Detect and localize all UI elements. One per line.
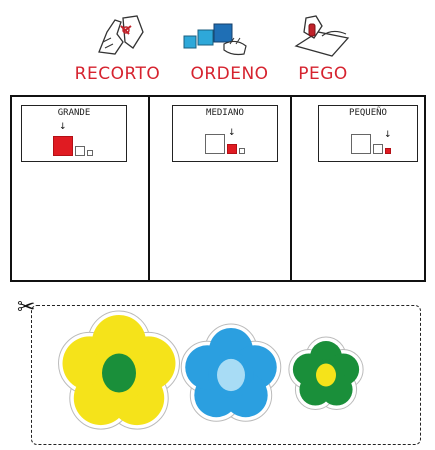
size-card-large: [21, 105, 127, 162]
arrow-down-icon: ↓: [228, 128, 236, 138]
flower-center: [217, 359, 245, 391]
flower-large[interactable]: [59, 311, 180, 429]
cutting-hands-icon: [93, 12, 149, 58]
large-square: [351, 134, 371, 154]
large-square: [53, 136, 73, 156]
small-square: [87, 150, 93, 156]
large-square: [205, 134, 225, 154]
flowers-cutout: [31, 305, 421, 445]
size-card-small: [318, 105, 418, 162]
flower-center: [102, 353, 136, 392]
flower-medium[interactable]: [181, 324, 281, 421]
size-card-title: GRANDE: [57, 108, 91, 118]
size-card-title: PEQUEÑO: [349, 108, 387, 118]
ordering-blocks-icon: [180, 16, 250, 58]
small-square: [385, 148, 391, 154]
size-card-title: MEDIANO: [206, 108, 244, 118]
medium-square: [75, 146, 85, 156]
gluing-hands-icon: [292, 12, 352, 58]
arrow-down-icon: ↓: [59, 122, 67, 132]
medium-square: [227, 144, 237, 154]
size-card-medium: [172, 105, 278, 162]
step-label-order: ORDENO: [190, 64, 269, 84]
scissors-icon: ✂: [17, 295, 36, 320]
medium-square: [373, 144, 383, 154]
step-label-cut: RECORTO: [74, 64, 161, 84]
flower-small[interactable]: [289, 337, 363, 410]
small-square: [239, 148, 245, 154]
flower-center: [316, 364, 336, 387]
arrow-down-icon: ↓: [384, 130, 392, 140]
step-label-glue: PEGO: [298, 64, 348, 84]
